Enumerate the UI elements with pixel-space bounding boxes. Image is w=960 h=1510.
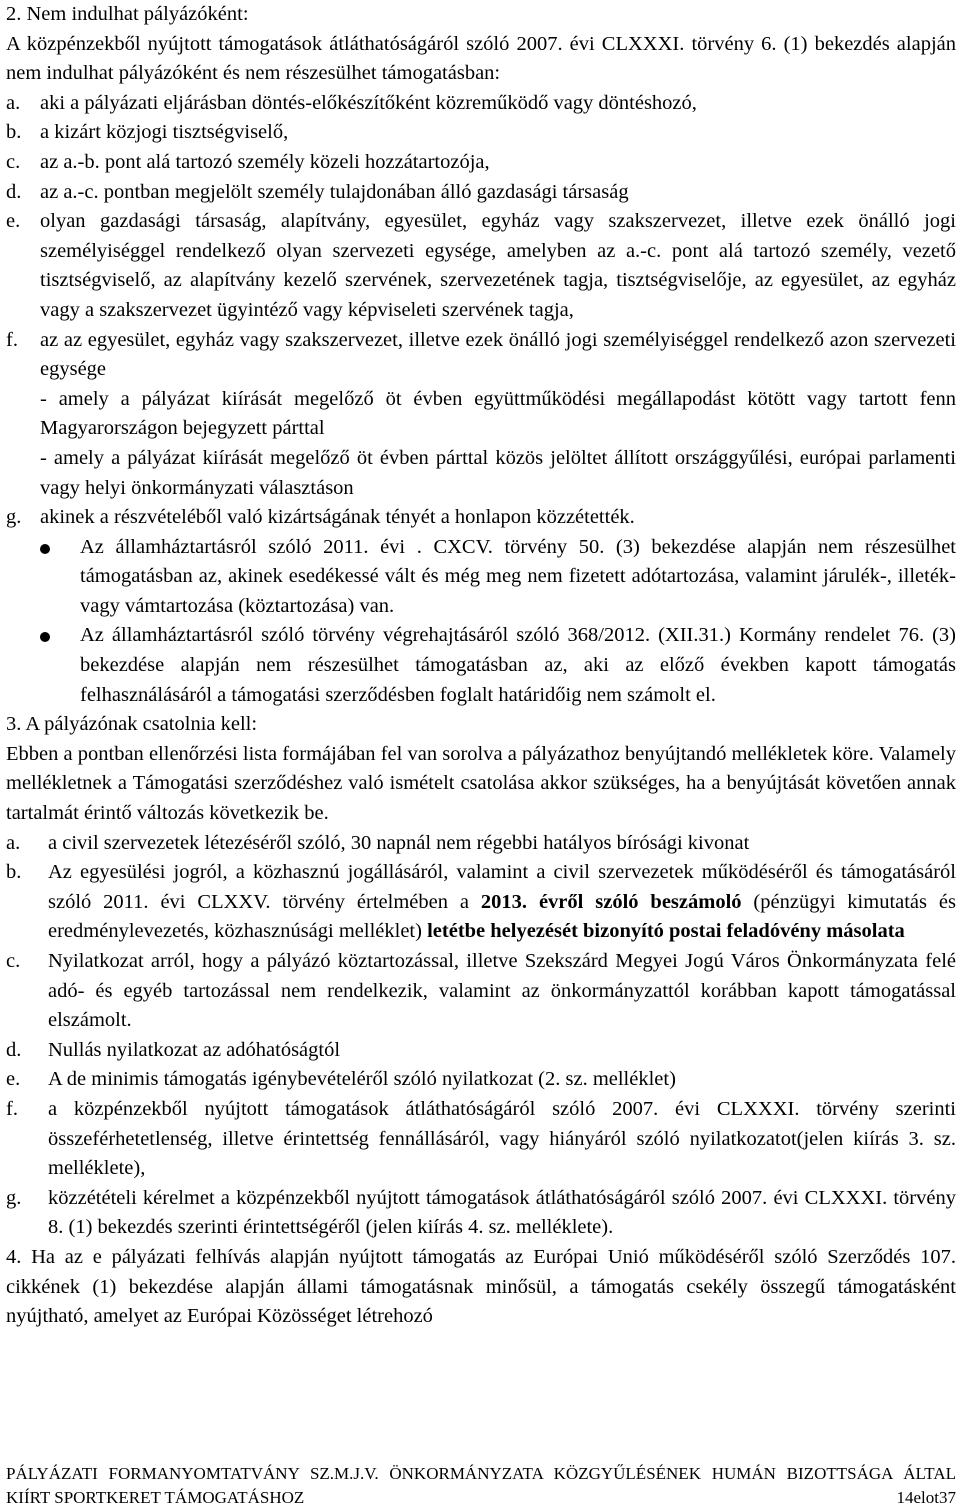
list-item [6,829,956,859]
list-item [6,118,956,148]
bullet-item [6,533,956,622]
list-label: b. [6,861,22,884]
list-label: f. [6,328,18,351]
list-text: a civil szervezetek létezéséről szóló, 30 napnál nem régebbi hatályos bírósági kivonat [48,831,750,854]
list-item [6,89,956,119]
section-3-intro: Ebben a pontban ellenőrzési lista formájában fel van sorolva a pályázathoz benyújtandó mellékletek köre. Valamely mellékletnek a Támogatási szerződéshez való ismételt csatolása akkor szükséges, ha a benyújtását követően annak tartalmát érintő változás következik be. [6,742,956,825]
list-label: a. [6,91,21,114]
list-text: Nullás nyilatkozat az adóhatóságtól [48,1038,341,1061]
list-label: e. [6,210,21,233]
list-text: olyan gazdasági társaság, alapítvány, egyesület, egyház vagy szakszervezet, illetve ezek önálló jogi személyiséggel rendelkező olyan szervezeti egysége, amelyben az a.-c. pont alá tartozó személy, vezető tisztségviselő, az alapítvány kezelő szervének, szervezetének tagja, tisztségviselője, az egyesület, az egyház vagy a szakszervezet ügyintéző vagy képviseleti szervének tagja, [40,210,956,321]
list-text: a kizárt közjogi tisztségviselő, [40,121,289,144]
list-label: d. [6,1038,22,1061]
list-item [6,503,956,533]
section-4-text: 4. Ha az e pályázati felhívás alapján nyújtott támogatás az Európai Unió működéséről szóló Szerződés 107. cikkének (1) bekezdése alapján állami támogatásnak minősül, a támogatás csekély összegű támogatásként nyújtható, amelyet az Európai Közösséget létrehozó [6,1245,956,1328]
list-text: aki a pályázati eljárásban döntés-előkészítőként közreműködő vagy döntéshozó, [40,91,697,114]
list-item [6,1036,956,1066]
footer-page-code: 14elot37 [896,1488,956,1507]
footer-text: PÁLYÁZATI FORMANYOMTATVÁNY SZ.M.J.V. ÖNKORMÁNYZATA KÖZGYŰLÉSÉNEK HUMÁN BIZOTTSÁGA ÁLTAL KIÍRT SPORTKERET TÁMOGATÁSHOZ [6,1464,956,1507]
list-item [6,1095,956,1184]
list-label: d. [6,180,22,203]
text-run: (pénzügyi kimutatás és eredménylevezetés, közhasznúsági melléklet) [48,890,956,943]
list-item [6,1184,956,1243]
bullet-text: Az államháztartásról szóló törvény végrehajtásáról szóló 368/2012. (XII.31.) Kormány rendelet 76. (3) bekezdése alapján nem részesülhet támogatásban az, aki az előző években kapott támogatás felhasználásáról a támogatási szerződésben foglalt határidőig nem számolt el. [80,624,956,706]
page-footer [6,1462,956,1510]
list-text: közzétételi kérelmet a közpénzekből nyújtott támogatások átláthatóságáról szóló 2007. évi CLXXXI. törvény 8. (1) bekezdés szerinti érintettségéről (jelen kiírás 4. sz. melléklete). [48,1186,956,1239]
list-text: A de minimis támogatás igénybevételéről szóló nyilatkozat (2. sz. melléklet) [48,1068,676,1091]
sub-item: - amely a pályázat kiírását megelőző öt évben együttműködési megállapodást kötött vagy tartott fenn Magyarországon bejegyzett párttal [40,387,956,440]
list-label: c. [6,150,21,173]
bullet-item [6,621,956,710]
sub-item: - amely a pályázat kiírását megelőző öt évben párttal közös jelöltet állított országgyűlési, európai parlamenti vagy helyi önkormányzati választáson [40,446,956,499]
list-text [48,858,956,947]
list-item [6,148,956,178]
list-label: c. [6,950,21,972]
list-label: e. [6,1068,21,1091]
bullet-icon [6,533,80,564]
text-run: Az egyesülési jogról, a közhasznú jogállásáról, valamint a civil szervezetek működéséről és támogatásáról szóló 2011. évi CLXXV. törvény értelmében a [48,861,956,913]
bold-text: letétbe helyezését bizonyító postai feladóvény másolata [427,920,905,943]
list-item [6,858,956,947]
list-text-group [40,326,956,504]
list-label: b. [6,121,22,144]
list-item [6,1065,956,1095]
list-label: g. [6,1186,22,1209]
list-text: Nyilatkozat arról, hogy a pályázó köztartozással, illetve Szekszárd Megyei Jogú Város Önkormányzata felé adó- és egyéb tartozással nem rendelkezik, valamint az önkormányzattól korábban kapott támogatással elszámolt. [48,950,956,1032]
list-label: f. [6,1097,18,1120]
bold-text: 2013. évről szóló beszámoló [480,890,742,913]
list-text: az az egyesület, egyház vagy szakszervezet, illetve ezek önálló jogi személyiséggel rendelkező azon szervezeti egysége [40,328,956,381]
list-text: akinek a részvételéből való kizártságának tényét a honlapon közzétették. [40,506,635,529]
document-page [6,0,956,1332]
list-item [6,178,956,208]
list-text: az a.-b. pont alá tartozó személy közeli hozzátartozója, [40,150,490,173]
section-3-heading: 3. A pályázónak csatolnia kell: [6,713,258,736]
bullet-text: Az államháztartásról szóló 2011. évi . CXCV. törvény 50. (3) bekezdése alapján nem részesülhet támogatásban az, akinek esedékessé vált és még meg nem fizetett adótartozása, valamint járulék-, illeték- vagy vámtartozása (köztartozása) van. [80,535,956,617]
list-text: az a.-c. pontban megjelölt személy tulajdonában álló gazdasági társaság [40,180,629,203]
list-item [6,326,956,504]
list-label: g. [6,506,22,529]
list-item [6,947,956,1036]
section-2-intro: A közpénzekből nyújtott támogatások átláthatóságáról szóló 2007. évi CLXXXI. törvény 6. (1) bekezdés alapján nem indulhat pályázóként és nem részesülhet támogatásban: [6,32,956,85]
list-label: a. [6,831,21,854]
bullet-icon [6,621,80,652]
list-text: a közpénzekből nyújtott támogatások átláthatóságáról szóló 2007. évi CLXXXI. törvény szerinti összeférhetetlenség, illetve érintettség fennállásáról, vagy hiányáról szóló nyilatkozatot(jelen kiírás 3. sz. melléklete), [48,1097,956,1180]
section-2-heading: 2. Nem indulhat pályázóként: [6,3,249,25]
list-item [6,207,956,325]
